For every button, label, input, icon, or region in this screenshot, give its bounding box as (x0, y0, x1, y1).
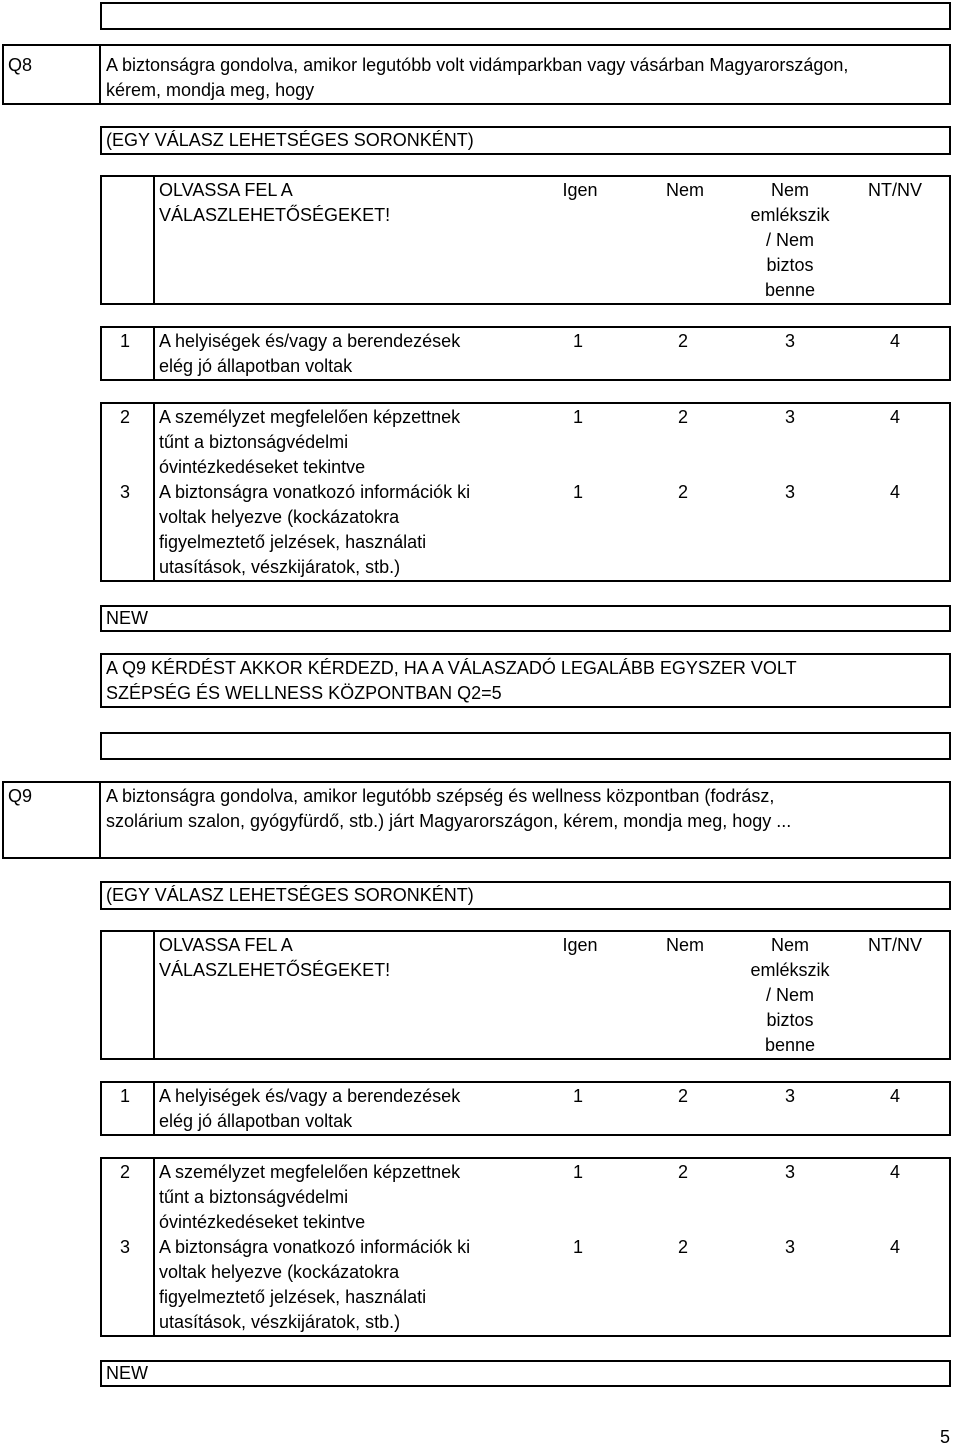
q9-row-2-code-4[interactable]: 4 (890, 1162, 901, 1182)
new-label-2: NEW (106, 1363, 148, 1383)
q9-row-2-code-2[interactable]: 2 (678, 1162, 689, 1182)
q9-row-3-code-2[interactable]: 2 (678, 1237, 689, 1257)
q9-header-divider (153, 932, 155, 1058)
q8-row-1-code-1[interactable]: 1 (573, 331, 584, 351)
q9-row-3-line1: A biztonságra vonatkozó információk ki (159, 1237, 471, 1257)
q9-read-out-line2: VÁLASZLEHETŐSÉGEKET! (159, 960, 391, 980)
q9-instruction: (EGY VÁLASZ LEHETSÉGES SORONKÉNT) (106, 885, 474, 905)
q8-row-3-code-1[interactable]: 1 (573, 482, 584, 502)
q8-row-2-line2: tűnt a biztonságvédelmi (159, 432, 349, 452)
q9-question-line2: szolárium szalon, gyógyfürdő, stb.) járt Magyarországon, kérem, mondja meg, hogy ... (106, 811, 792, 831)
q8-row-3-line1: A biztonságra vonatkozó információk ki (159, 482, 471, 502)
q9-row-3-line2: voltak helyezve (kockázatokra (159, 1262, 400, 1282)
q8-row-1-code-4[interactable]: 4 (890, 331, 901, 351)
new-label-1: NEW (106, 608, 148, 628)
q9-row-1-code-1[interactable]: 1 (573, 1086, 584, 1106)
new-bar-2 (100, 1360, 951, 1387)
q9-row-3-num: 3 (120, 1237, 131, 1257)
q9-row-2-num: 2 (120, 1162, 131, 1182)
q8-row-3-line3: figyelmeztető jelzések, használati (159, 532, 427, 552)
q9-col-dk-3: / Nem (765, 985, 814, 1005)
q8-row-3-code-4[interactable]: 4 (890, 482, 901, 502)
q9-code: Q9 (8, 786, 33, 806)
q9-row-1-line2: elég jó állapotban voltak (159, 1111, 353, 1131)
page-number: 5 (940, 1427, 951, 1447)
q9-row-3-code-3[interactable]: 3 (785, 1237, 796, 1257)
q8-read-out-line1: OLVASSA FEL A (159, 180, 293, 200)
q9-col-no: Nem (665, 935, 704, 955)
q9-col-dk-2: emlékszik (750, 960, 830, 980)
q9-row-2-code-1[interactable]: 1 (573, 1162, 584, 1182)
q8-divider (99, 46, 101, 103)
q8-row-1-num: 1 (120, 331, 131, 351)
q8-row-2-code-4[interactable]: 4 (890, 407, 901, 427)
q9-rows-2-3-divider (153, 1159, 155, 1335)
q8-col-na: NT/NV (868, 180, 922, 200)
q8-col-dk-4: biztos (766, 255, 814, 275)
q8-question-line1: A biztonságra gondolva, amikor legutóbb volt vidámparkban vagy vásárban Magyarországon, (106, 55, 849, 75)
q8-read-out-line2: VÁLASZLEHETŐSÉGEKET! (159, 205, 391, 225)
q9-row-2-line3: óvintézkedéseket tekintve (159, 1212, 366, 1232)
q9-row-1-line1: A helyiségek és/vagy a berendezések (159, 1086, 461, 1106)
q8-row-2-line3: óvintézkedéseket tekintve (159, 457, 366, 477)
q8-col-yes: Igen (562, 180, 598, 200)
q8-row-2-code-1[interactable]: 1 (573, 407, 584, 427)
q8-row-1-code-2[interactable]: 2 (678, 331, 689, 351)
q9-divider (99, 783, 101, 857)
q8-row-3-line2: voltak helyezve (kockázatokra (159, 507, 400, 527)
q9-row-1-num: 1 (120, 1086, 131, 1106)
q9-row-1-code-2[interactable]: 2 (678, 1086, 689, 1106)
q8-col-dk-5: benne (764, 280, 816, 300)
q8-row-2-code-2[interactable]: 2 (678, 407, 689, 427)
filter-line2: SZÉPSÉG ÉS WELLNESS KÖZPONTBAN Q2=5 (106, 683, 502, 703)
q8-col-dk-1: Nem (770, 180, 809, 200)
q8-header-divider (153, 177, 155, 303)
q8-code: Q8 (8, 55, 33, 75)
q9-row-3-line3: figyelmeztető jelzések, használati (159, 1287, 427, 1307)
q9-row-2-line2: tűnt a biztonságvédelmi (159, 1187, 349, 1207)
q9-row-3-code-1[interactable]: 1 (573, 1237, 584, 1257)
q9-col-na: NT/NV (868, 935, 922, 955)
q8-row-1-code-3[interactable]: 3 (785, 331, 796, 351)
q9-row-3-line4: utasítások, vészkijáratok, stb.) (159, 1312, 401, 1332)
q8-row-1-line1: A helyiségek és/vagy a berendezések (159, 331, 461, 351)
q8-row-3-code-3[interactable]: 3 (785, 482, 796, 502)
q8-row-3-num: 3 (120, 482, 131, 502)
q8-instruction: (EGY VÁLASZ LEHETSÉGES SORONKÉNT) (106, 130, 474, 150)
q8-row-1-line2: elég jó állapotban voltak (159, 356, 353, 376)
q8-row-3-line4: utasítások, vészkijáratok, stb.) (159, 557, 401, 577)
q8-col-dk-2: emlékszik (750, 205, 830, 225)
filter-line1: A Q9 KÉRDÉST AKKOR KÉRDEZD, HA A VÁLASZADÓ LEGALÁBB EGYSZER VOLT (106, 658, 797, 678)
q8-rows-2-3-divider (153, 404, 155, 580)
q9-col-yes: Igen (562, 935, 598, 955)
q9-row-1-code-4[interactable]: 4 (890, 1086, 901, 1106)
q9-question-line1: A biztonságra gondolva, amikor legutóbb szépség és wellness központban (fodrász, (106, 786, 775, 806)
top-empty-field (100, 2, 951, 30)
q9-col-dk-1: Nem (770, 935, 809, 955)
q9-row-1-code-3[interactable]: 3 (785, 1086, 796, 1106)
q8-row-2-num: 2 (120, 407, 131, 427)
q8-row-3-code-2[interactable]: 2 (678, 482, 689, 502)
q8-row-1-divider (153, 328, 155, 379)
q8-col-no: Nem (665, 180, 704, 200)
empty-field-2 (100, 732, 951, 760)
q8-row-2-line1: A személyzet megfelelően képzettnek (159, 407, 461, 427)
q9-row-1-divider (153, 1083, 155, 1134)
q8-question-line2: kérem, mondja meg, hogy (106, 80, 315, 100)
q9-row-3-code-4[interactable]: 4 (890, 1237, 901, 1257)
q9-read-out-line1: OLVASSA FEL A (159, 935, 293, 955)
q9-row-2-line1: A személyzet megfelelően képzettnek (159, 1162, 461, 1182)
q8-row-2-code-3[interactable]: 3 (785, 407, 796, 427)
new-bar-1 (100, 605, 951, 632)
q8-col-dk-3: / Nem (765, 230, 814, 250)
q9-row-2-code-3[interactable]: 3 (785, 1162, 796, 1182)
q9-col-dk-5: benne (764, 1035, 816, 1055)
q9-col-dk-4: biztos (766, 1010, 814, 1030)
